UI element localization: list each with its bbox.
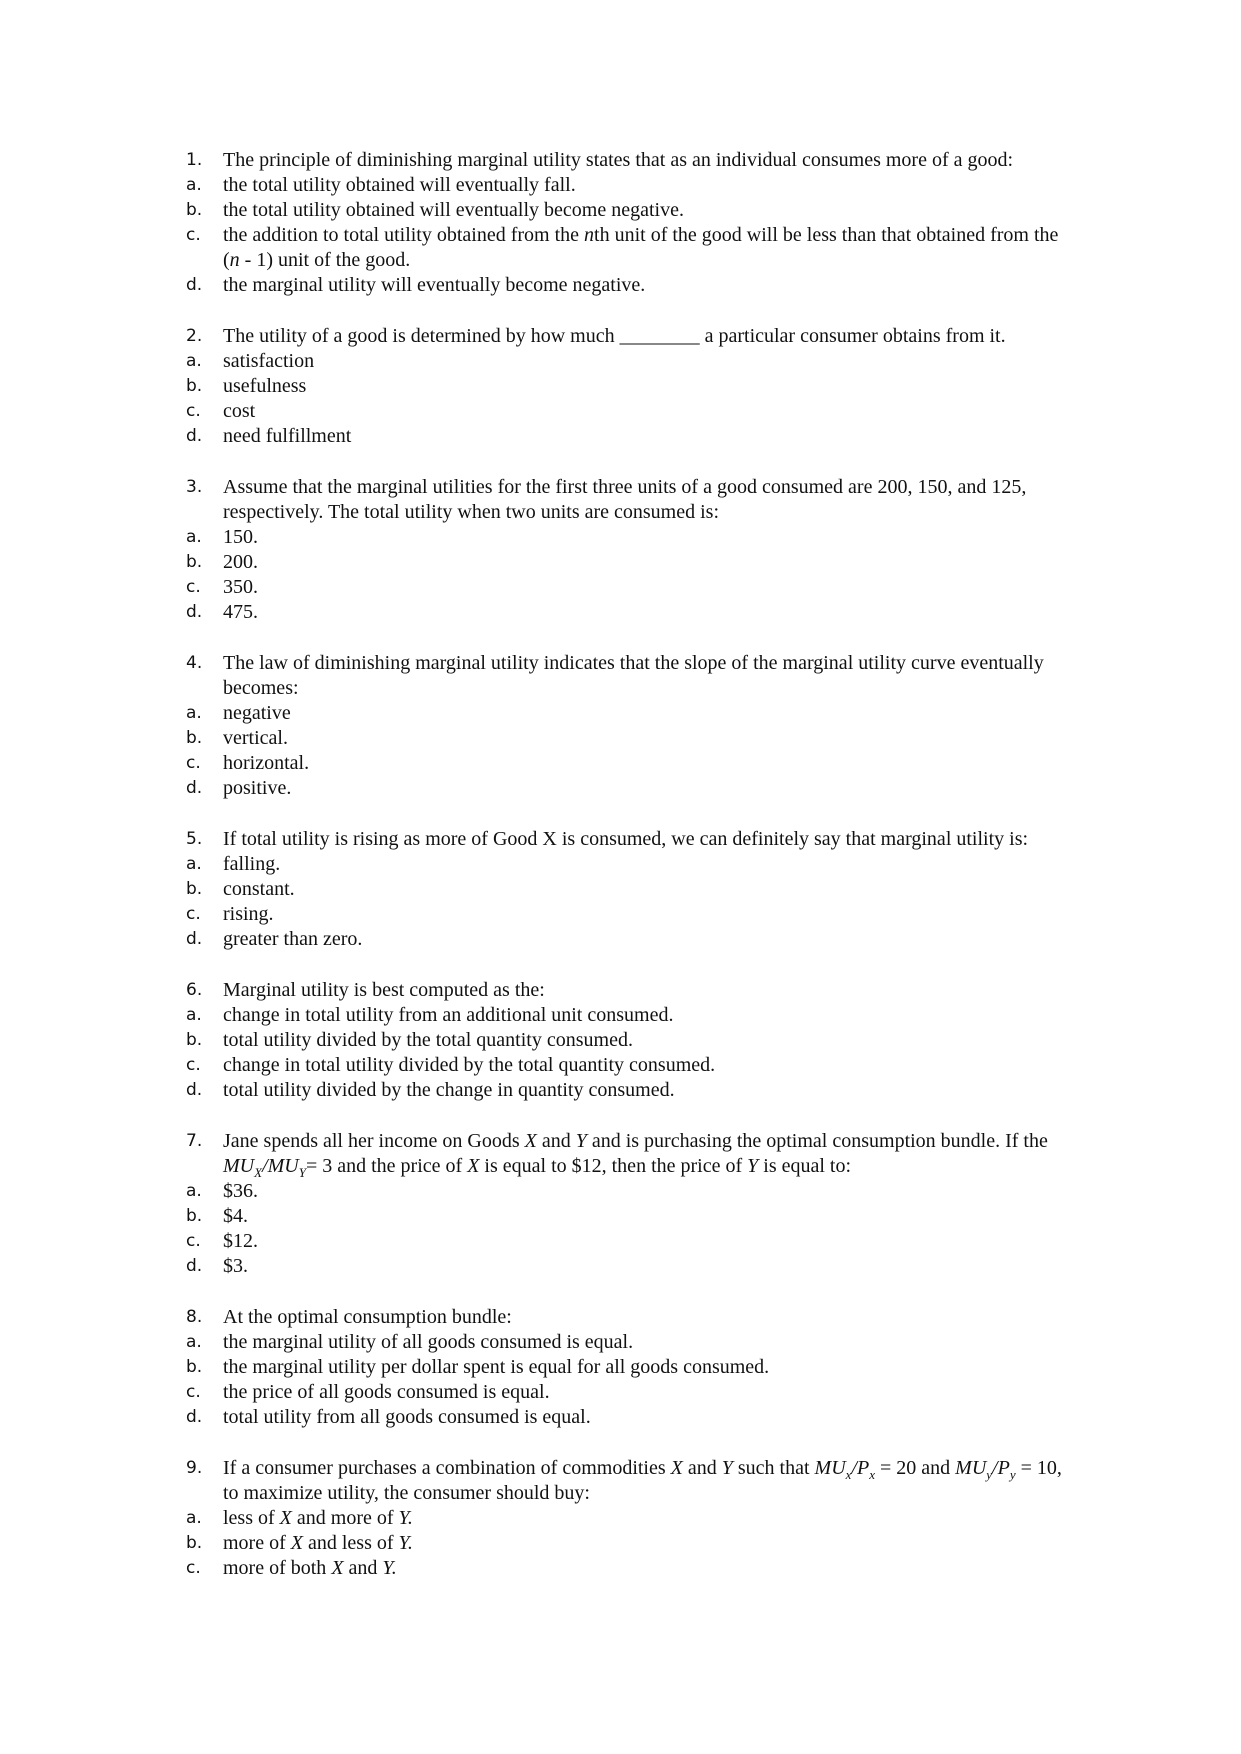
option-text: usefulness <box>223 375 307 397</box>
question-text: The law of diminishing marginal utility indicates that the slope of the marginal utility curve eventually becomes: <box>223 652 1044 699</box>
option-b <box>186 1355 1066 1380</box>
question-8 <box>186 1305 1066 1430</box>
option-b <box>186 550 1066 575</box>
option-text: total utility from all goods consumed is equal. <box>223 1406 591 1428</box>
option-letter: c. <box>186 1231 201 1251</box>
option-letter: c. <box>186 753 201 773</box>
option-text: 200. <box>223 551 258 573</box>
option-b <box>186 726 1066 751</box>
option-text: total utility divided by the total quantity consumed. <box>223 1029 633 1051</box>
option-d <box>186 273 1066 298</box>
option-letter: c. <box>186 225 201 245</box>
option-letter: c. <box>186 1558 201 1578</box>
option-b <box>186 374 1066 399</box>
option-c <box>186 223 1066 273</box>
option-a <box>186 525 1066 550</box>
option-letter: d. <box>186 1080 203 1100</box>
question-text: At the optimal consumption bundle: <box>223 1306 512 1328</box>
option-letter: c. <box>186 1382 201 1402</box>
question-9 <box>186 1456 1066 1581</box>
question-number: 8. <box>186 1307 203 1327</box>
option-letter: a. <box>186 1005 202 1025</box>
question-text: Assume that the marginal utilities for the first three units of a good consumed are 200, 150, and 125, respectively. The total utility when two units are consumed is: <box>223 476 1027 523</box>
option-a <box>186 173 1066 198</box>
option-text: $3. <box>223 1255 248 1277</box>
question-text: The utility of a good is determined by how much ________ a particular consumer obtains from it. <box>223 325 1006 347</box>
option-letter: d. <box>186 426 203 446</box>
question-2 <box>186 324 1066 449</box>
option-text: $12. <box>223 1230 258 1252</box>
option-letter: d. <box>186 1407 203 1427</box>
option-letter: b. <box>186 200 203 220</box>
option-b <box>186 198 1066 223</box>
option-letter: b. <box>186 1030 203 1050</box>
question-stem <box>186 827 1066 852</box>
option-a <box>186 1506 1066 1531</box>
option-c <box>186 575 1066 600</box>
option-a <box>186 701 1066 726</box>
option-d <box>186 1405 1066 1430</box>
question-number: 2. <box>186 326 203 346</box>
option-text: $36. <box>223 1180 258 1202</box>
option-d <box>186 424 1066 449</box>
option-b <box>186 1204 1066 1229</box>
option-letter: a. <box>186 854 202 874</box>
option-letter: b. <box>186 1533 203 1553</box>
question-text: The principle of diminishing marginal utility states that as an individual consumes more of a good: <box>223 149 1014 171</box>
question-stem <box>186 978 1066 1003</box>
option-text: the marginal utility of all goods consumed is equal. <box>223 1331 634 1353</box>
question-1 <box>186 148 1066 298</box>
option-text: more of X and less of Y. <box>223 1532 413 1554</box>
option-text: the addition to total utility obtained from the nth unit of the good will be less than that obtained from the (n - 1) unit of the good. <box>223 224 1059 271</box>
option-b <box>186 877 1066 902</box>
option-letter: a. <box>186 1332 202 1352</box>
option-text: change in total utility divided by the total quantity consumed. <box>223 1054 716 1076</box>
option-text: rising. <box>223 903 274 925</box>
option-c <box>186 1380 1066 1405</box>
option-letter: a. <box>186 1181 202 1201</box>
question-3 <box>186 475 1066 625</box>
option-text: vertical. <box>223 727 288 749</box>
option-c <box>186 1229 1066 1254</box>
option-letter: d. <box>186 1256 203 1276</box>
option-text: negative <box>223 702 291 724</box>
option-text: satisfaction <box>223 350 315 372</box>
option-text: the total utility obtained will eventually fall. <box>223 174 576 196</box>
question-stem <box>186 475 1066 525</box>
option-text: total utility divided by the change in quantity consumed. <box>223 1079 675 1101</box>
option-letter: b. <box>186 1357 203 1377</box>
option-text: positive. <box>223 777 292 799</box>
option-a <box>186 1179 1066 1204</box>
option-letter: d. <box>186 929 203 949</box>
option-text: greater than zero. <box>223 928 363 950</box>
question-text: If a consumer purchases a combination of commodities X and Y such that $MU_x/P_x = 20$ and $MU_y/P_y = 10$, to maximize utility, the consumer should buy: <box>223 1457 1062 1504</box>
option-letter: a. <box>186 175 202 195</box>
option-letter: b. <box>186 1206 203 1226</box>
question-stem <box>186 1456 1066 1506</box>
option-text: change in total utility from an additional unit consumed. <box>223 1004 674 1026</box>
option-text: the marginal utility will eventually become negative. <box>223 274 646 296</box>
question-stem <box>186 1305 1066 1330</box>
option-a <box>186 1330 1066 1355</box>
question-sheet <box>186 148 1066 1607</box>
option-letter: a. <box>186 703 202 723</box>
option-letter: b. <box>186 728 203 748</box>
option-letter: a. <box>186 1508 202 1528</box>
question-text: Marginal utility is best computed as the: <box>223 979 545 1001</box>
option-d <box>186 1254 1066 1279</box>
option-d <box>186 927 1066 952</box>
question-6 <box>186 978 1066 1103</box>
option-b <box>186 1028 1066 1053</box>
option-letter: b. <box>186 376 203 396</box>
question-stem <box>186 1129 1066 1179</box>
option-c <box>186 399 1066 424</box>
question-stem <box>186 651 1066 701</box>
option-d <box>186 1078 1066 1103</box>
option-text: 350. <box>223 576 258 598</box>
option-letter: b. <box>186 552 203 572</box>
question-number: 9. <box>186 1458 203 1478</box>
option-text: falling. <box>223 853 281 875</box>
option-letter: c. <box>186 401 201 421</box>
option-text: the marginal utility per dollar spent is equal for all goods consumed. <box>223 1356 770 1378</box>
question-stem <box>186 324 1066 349</box>
option-text: cost <box>223 400 256 422</box>
option-text: need fulfillment <box>223 425 352 447</box>
option-text: the total utility obtained will eventually become negative. <box>223 199 684 221</box>
option-text: 150. <box>223 526 258 548</box>
option-text: $4. <box>223 1205 248 1227</box>
option-text: constant. <box>223 878 295 900</box>
option-letter: c. <box>186 577 201 597</box>
question-text: If total utility is rising as more of Good X is consumed, we can definitely say that marginal utility is: <box>223 828 1029 850</box>
question-stem <box>186 148 1066 173</box>
question-7 <box>186 1129 1066 1279</box>
question-4 <box>186 651 1066 801</box>
option-a <box>186 349 1066 374</box>
option-a <box>186 852 1066 877</box>
option-c <box>186 1053 1066 1078</box>
option-b <box>186 1531 1066 1556</box>
question-number: 5. <box>186 829 203 849</box>
option-letter: d. <box>186 778 203 798</box>
option-letter: d. <box>186 602 203 622</box>
question-number: 3. <box>186 477 203 497</box>
option-text: 475. <box>223 601 258 623</box>
option-letter: a. <box>186 527 202 547</box>
question-number: 4. <box>186 653 203 673</box>
option-c <box>186 1556 1066 1581</box>
option-c <box>186 751 1066 776</box>
question-text: Jane spends all her income on Goods X and Y and is purchasing the optimal consumption bundle. If the $MU_X/MU_Y= 3$ and the price of X is equal to $12, then the price of Y is equal to: <box>223 1130 1048 1180</box>
option-letter: b. <box>186 879 203 899</box>
option-text: less of X and more of Y. <box>223 1507 413 1529</box>
option-a <box>186 1003 1066 1028</box>
option-letter: d. <box>186 275 203 295</box>
option-letter: c. <box>186 904 201 924</box>
question-number: 1. <box>186 150 203 170</box>
option-letter: c. <box>186 1055 201 1075</box>
option-text: the price of all goods consumed is equal. <box>223 1381 550 1403</box>
question-5 <box>186 827 1066 952</box>
option-text: more of both X and Y. <box>223 1557 397 1579</box>
question-number: 7. <box>186 1131 203 1151</box>
question-number: 6. <box>186 980 203 1000</box>
option-letter: a. <box>186 351 202 371</box>
option-text: horizontal. <box>223 752 310 774</box>
option-d <box>186 776 1066 801</box>
option-d <box>186 600 1066 625</box>
option-c <box>186 902 1066 927</box>
